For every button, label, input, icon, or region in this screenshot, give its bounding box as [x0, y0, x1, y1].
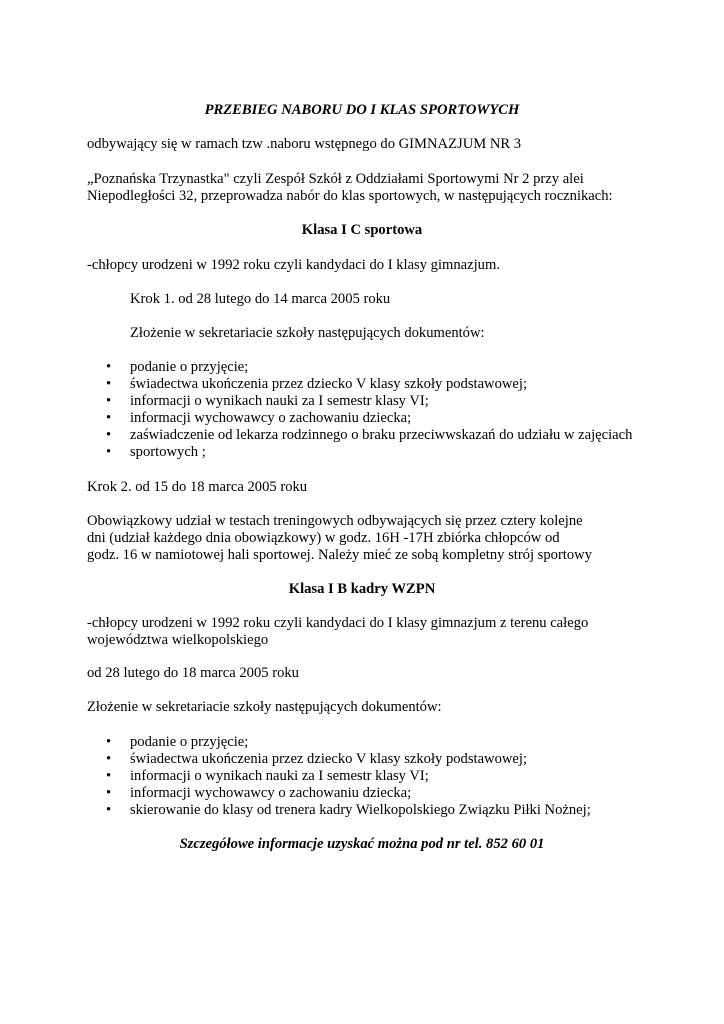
section-1-docs-intro: Złożenie w sekretariacie szkoły następujących dokumentów:: [130, 325, 485, 341]
list-item: sportowych ;: [130, 444, 206, 460]
tests-paragraph-line-2: dni (udział każdego dnia obowiązkowy) w godz. 16H -17H zbiórka chłopców od: [87, 530, 560, 546]
bullet-icon: •: [106, 768, 112, 784]
list-item: zaświadczenie od lekarza rodzinnego o braku przeciwwskazań do udziału w zajęciach: [130, 427, 633, 443]
list-item: świadectwa ukończenia przez dziecko V klasy szkoły podstawowej;: [130, 751, 528, 767]
bullet-icon: •: [106, 359, 112, 375]
list-item: informacji wychowawcy o zachowaniu dziecka;: [130, 410, 412, 426]
contact-info-footer: Szczegółowe informacje uzyskać można pod nr tel. 852 60 01: [179, 836, 545, 852]
document-title: PRZEBIEG NABORU DO I KLAS SPORTOWYCH: [204, 102, 520, 118]
section-2-eligibility-line-1: -chłopcy urodzeni w 1992 roku czyli kandydaci do I klasy gimnazjum z terenu całego: [87, 615, 589, 631]
bullet-icon: •: [106, 410, 112, 426]
bullet-icon: •: [106, 393, 112, 409]
list-item: świadectwa ukończenia przez dziecko V klasy szkoły podstawowej;: [130, 376, 528, 392]
intro-paragraph-line-2: Niepodległości 32, przeprowadza nabór do klas sportowych, w następujących rocznikach:: [87, 188, 613, 204]
section-2-heading: Klasa I B kadry WZPN: [288, 581, 436, 597]
bullet-icon: •: [106, 751, 112, 767]
list-item: podanie o przyjęcie;: [130, 734, 249, 750]
bullet-icon: •: [106, 376, 112, 392]
bullet-icon: •: [106, 427, 112, 443]
list-item: podanie o przyjęcie;: [130, 359, 249, 375]
section-2-period: od 28 lutego do 18 marca 2005 roku: [87, 665, 299, 681]
list-item: informacji wychowawcy o zachowaniu dziecka;: [130, 785, 412, 801]
tests-paragraph-line-3: godz. 16 w namiotowej hali sportowej. Należy mieć ze sobą kompletny strój sportowy: [87, 547, 592, 563]
section-1-eligibility: -chłopcy urodzeni w 1992 roku czyli kandydaci do I klasy gimnazjum.: [87, 257, 500, 273]
section-1-step-1: Krok 1. od 28 lutego do 14 marca 2005 roku: [130, 291, 391, 307]
bullet-icon: •: [106, 444, 112, 460]
bullet-icon: •: [106, 785, 112, 801]
intro-paragraph-line-1: „Poznańska Trzynastka" czyli Zespół Szkół z Oddziałami Sportowymi Nr 2 przy alei: [87, 171, 584, 187]
bullet-icon: •: [106, 802, 112, 818]
section-2-docs-intro: Złożenie w sekretariacie szkoły następujących dokumentów:: [87, 699, 442, 715]
list-item: informacji o wynikach nauki za I semestr klasy VI;: [130, 393, 429, 409]
list-item: skierowanie do klasy od trenera kadry Wielkopolskiego Związku Piłki Nożnej;: [130, 802, 591, 818]
section-2-eligibility-line-2: województwa wielkopolskiego: [87, 632, 269, 648]
section-1-step-2: Krok 2. od 15 do 18 marca 2005 roku: [87, 479, 308, 495]
section-1-heading: Klasa I C sportowa: [301, 222, 423, 238]
intro-line: odbywający się w ramach tzw .naboru wstępnego do GIMNAZJUM NR 3: [87, 136, 522, 152]
tests-paragraph-line-1: Obowiązkowy udział w testach treningowych odbywających się przez cztery kolejne: [87, 513, 583, 529]
bullet-icon: •: [106, 734, 112, 750]
list-item: informacji o wynikach nauki za I semestr klasy VI;: [130, 768, 429, 784]
